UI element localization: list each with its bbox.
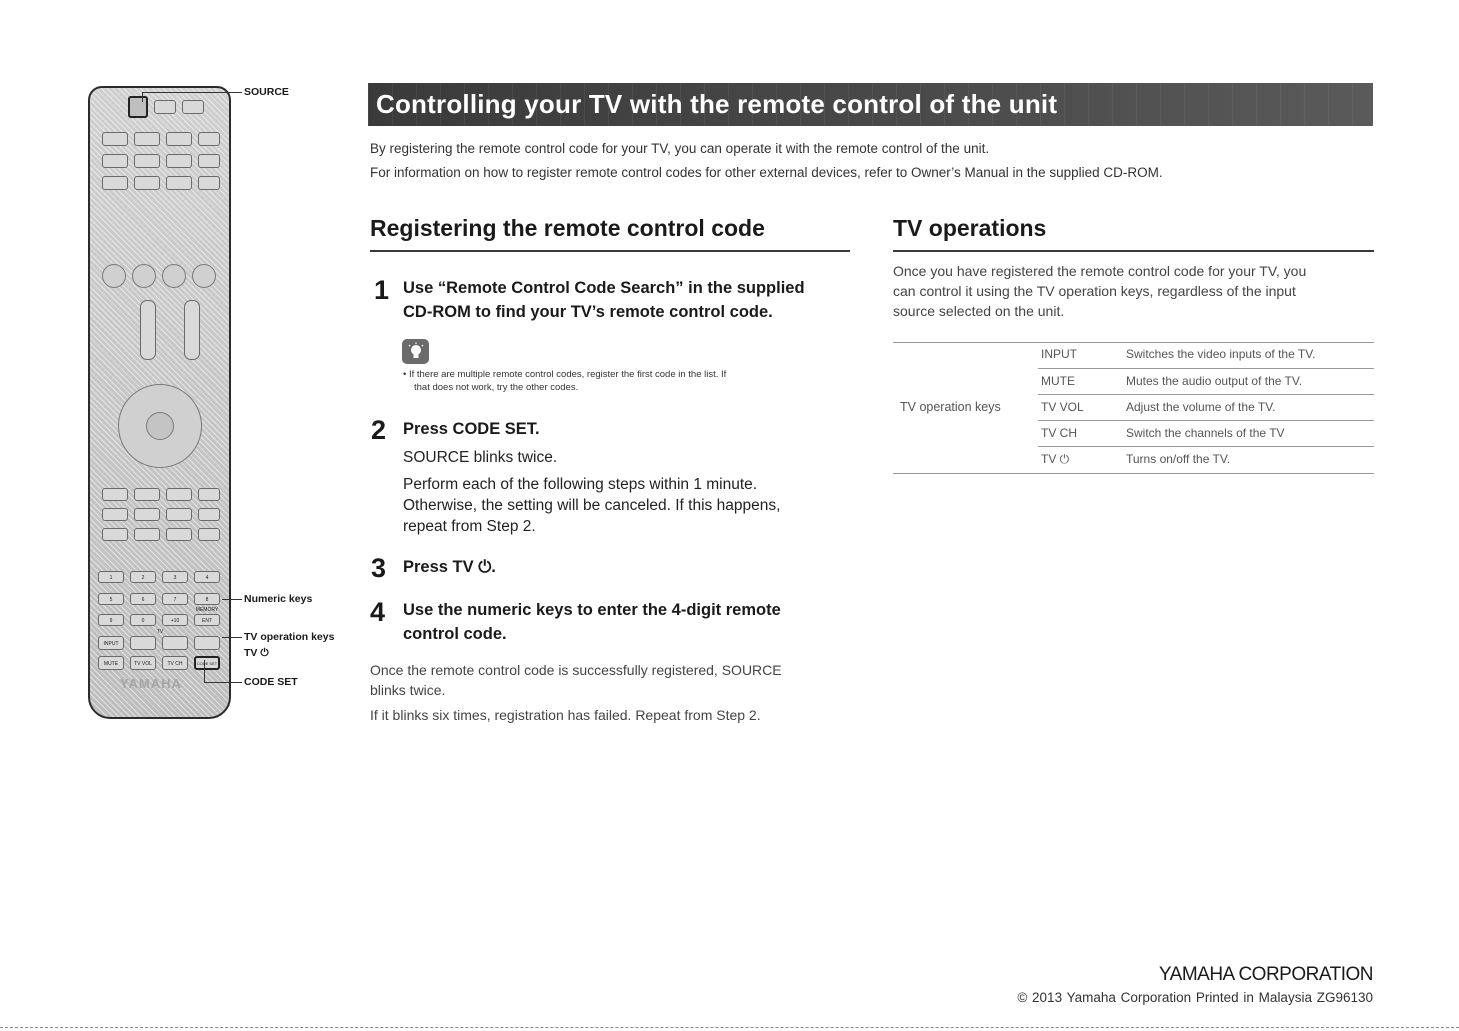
memory-label: MEMORY bbox=[195, 607, 219, 613]
remote-key bbox=[182, 100, 204, 114]
remote-key bbox=[134, 154, 160, 168]
key-label: CODE SET bbox=[196, 661, 218, 666]
step-3-title: Press TV ⏻. bbox=[403, 558, 496, 576]
note-line-1: • If there are multiple remote control codes, register the first code in the list. If bbox=[403, 369, 727, 380]
registering-heading-rule bbox=[370, 250, 850, 252]
remote-number-key bbox=[130, 614, 156, 626]
remote-source-key bbox=[128, 96, 148, 118]
remote-tv-vol-up-key bbox=[130, 636, 156, 650]
result-line-1: Once the remote control code is successfully registered, SOURCE bbox=[370, 662, 782, 678]
remote-scene-key bbox=[192, 264, 216, 288]
step-4-title-line-1: Use the numeric keys to enter the 4-digit remote bbox=[403, 601, 781, 619]
key-label: 2 bbox=[141, 575, 145, 581]
remote-number-key bbox=[194, 571, 220, 583]
remote-key bbox=[198, 176, 220, 190]
title-banner bbox=[368, 83, 1373, 126]
key-label: 9 bbox=[109, 618, 113, 624]
table-cell-key: MUTE bbox=[1041, 374, 1075, 388]
table-bottom-rule bbox=[893, 473, 1374, 474]
remote-key bbox=[102, 528, 128, 541]
tv-label: TV bbox=[156, 629, 164, 635]
remote-code-set-key bbox=[194, 656, 220, 670]
remote-number-key bbox=[98, 571, 124, 583]
key-label: 7 bbox=[173, 597, 177, 603]
remote-key bbox=[134, 508, 160, 521]
key-label: 1 bbox=[109, 575, 113, 581]
remote-scene-key bbox=[102, 264, 126, 288]
remote-input-key bbox=[98, 636, 124, 650]
table-cell-desc: Switches the video inputs of the TV. bbox=[1126, 347, 1316, 361]
key-label: 3 bbox=[173, 575, 177, 581]
table-row bbox=[1038, 368, 1374, 394]
remote-number-key bbox=[130, 593, 156, 605]
table-row bbox=[1038, 342, 1374, 368]
result-line-3: If it blinks six times, registration has failed. Repeat from Step 2. bbox=[370, 707, 761, 723]
remote-key bbox=[134, 132, 160, 146]
remote-key bbox=[134, 528, 160, 541]
remote-number-key bbox=[162, 571, 188, 583]
table-row bbox=[1038, 420, 1374, 446]
remote-brand-logo: YAMAHA bbox=[120, 676, 182, 691]
remote-key bbox=[166, 488, 192, 501]
note-line-2: that does not work, try the other codes. bbox=[414, 382, 579, 393]
table-cell-desc: Turns on/off the TV. bbox=[1126, 452, 1231, 466]
step-1-number: 1 bbox=[374, 275, 390, 305]
registering-heading: Registering the remote control code bbox=[370, 215, 765, 241]
table-row bbox=[1038, 394, 1374, 420]
key-label: 6 bbox=[141, 597, 145, 603]
callout-tv-power: TV ⏻ bbox=[244, 647, 269, 659]
remote-mute-key bbox=[98, 656, 124, 670]
table-cell-key: INPUT bbox=[1041, 347, 1077, 361]
callout-tv-operation-keys: TV operation keys bbox=[244, 631, 335, 643]
remote-key bbox=[166, 508, 192, 521]
step-2-body-line-1: SOURCE blinks twice. bbox=[403, 449, 558, 466]
key-label: INPUT bbox=[103, 641, 119, 647]
tv-ops-intro-line-3: source selected on the unit. bbox=[893, 303, 1065, 319]
callout-source: SOURCE bbox=[244, 86, 289, 98]
step-1-title-line-1: Use “Remote Control Code Search” in the supplied bbox=[403, 279, 805, 297]
callout-line-tv-operation-keys bbox=[222, 637, 242, 638]
lightbulb-icon bbox=[406, 342, 426, 362]
remote-key bbox=[198, 528, 220, 541]
step-2-body-line-4: repeat from Step 2. bbox=[403, 518, 536, 535]
remote-rocker-key bbox=[184, 300, 200, 360]
callout-line-code-set bbox=[204, 682, 242, 683]
remote-key bbox=[102, 488, 128, 501]
step-4-number: 4 bbox=[370, 597, 386, 627]
remote-key bbox=[198, 508, 220, 521]
remote-scene-key bbox=[162, 264, 186, 288]
remote-tv-vol-key bbox=[130, 656, 156, 670]
key-label: TV VOL bbox=[134, 661, 152, 667]
remote-key bbox=[134, 176, 160, 190]
remote-number-key bbox=[98, 593, 124, 605]
callout-line-source bbox=[142, 92, 143, 102]
step-2-body-line-2: Perform each of the following steps within 1 minute. bbox=[403, 476, 758, 493]
key-label: MUTE bbox=[103, 661, 119, 667]
remote-key bbox=[198, 132, 220, 146]
callout-line-numeric-keys bbox=[222, 599, 242, 600]
key-label: +10 bbox=[170, 618, 180, 624]
remote-scene-key bbox=[132, 264, 156, 288]
key-label: 8 bbox=[205, 597, 209, 603]
remote-control-illustration bbox=[88, 86, 231, 719]
remote-number-key bbox=[162, 593, 188, 605]
step-2-number: 2 bbox=[371, 415, 387, 445]
remote-key bbox=[154, 100, 176, 114]
table-group-label: TV operation keys bbox=[900, 400, 1001, 414]
remote-key bbox=[102, 508, 128, 521]
key-label: TV CH bbox=[167, 661, 183, 667]
table-cell-key: TV VOL bbox=[1041, 400, 1084, 414]
key-label: ENT bbox=[202, 618, 212, 624]
step-2-body-line-3: Otherwise, the setting will be canceled. If this happens, bbox=[403, 497, 781, 514]
remote-tv-ch-up-key bbox=[162, 636, 188, 650]
table-cell-desc: Adjust the volume of the TV. bbox=[1126, 400, 1276, 414]
remote-key bbox=[166, 132, 192, 146]
key-label: 5 bbox=[109, 597, 113, 603]
callout-numeric-keys: Numeric keys bbox=[244, 593, 313, 605]
remote-number-key bbox=[194, 593, 220, 605]
tv-ops-intro-line-2: can control it using the TV operation keys, regardless of the input bbox=[893, 283, 1296, 299]
step-1-title-line-2: CD-ROM to find your TV’s remote control code. bbox=[403, 303, 773, 321]
footer-company: YAMAHA CORPORATION bbox=[1158, 964, 1373, 985]
table-row bbox=[1038, 446, 1374, 472]
callout-line-code-set bbox=[204, 660, 205, 682]
remote-key bbox=[102, 154, 128, 168]
intro-line-1: By registering the remote control code for your TV, you can operate it with the remote control of the unit. bbox=[370, 141, 990, 156]
tv-ops-intro-line-1: Once you have registered the remote control code for your TV, you bbox=[893, 263, 1307, 279]
remote-tv-power-key bbox=[194, 636, 220, 650]
page-bottom-edge bbox=[0, 1027, 1459, 1028]
tv-operations-heading: TV operations bbox=[893, 215, 1047, 241]
key-label: 0 bbox=[141, 618, 145, 624]
remote-number-key bbox=[194, 614, 220, 626]
remote-number-key bbox=[98, 614, 124, 626]
callout-line-source bbox=[142, 92, 242, 93]
remote-key bbox=[166, 528, 192, 541]
table-cell-key: TV ⏻ bbox=[1041, 452, 1070, 466]
table-cell-desc: Switch the channels of the TV bbox=[1126, 426, 1285, 440]
remote-key bbox=[102, 176, 128, 190]
page-title: Controlling your TV with the remote control of the unit bbox=[376, 89, 1058, 119]
remote-enter-key bbox=[146, 412, 174, 440]
tv-operations-heading-rule bbox=[893, 250, 1374, 252]
remote-tv-ch-key bbox=[162, 656, 188, 670]
remote-key bbox=[134, 488, 160, 501]
remote-rocker-key bbox=[140, 300, 156, 360]
step-4-title-line-2: control code. bbox=[403, 625, 507, 643]
step-2-title: Press CODE SET. bbox=[403, 420, 540, 438]
remote-number-key bbox=[162, 614, 188, 626]
remote-key bbox=[166, 176, 192, 190]
table-cell-desc: Mutes the audio output of the TV. bbox=[1126, 374, 1303, 388]
intro-line-2: For information on how to register remote control codes for other external devices, refer to Owner’s Manual in the supplied CD-ROM. bbox=[370, 165, 1163, 180]
remote-key bbox=[102, 132, 128, 146]
step-3-number: 3 bbox=[371, 553, 387, 583]
key-label: 4 bbox=[205, 575, 209, 581]
remote-key bbox=[198, 488, 220, 501]
footer-info: © 2013 Yamaha Corporation Printed in Malaysia ZG96130 bbox=[1017, 990, 1373, 1005]
result-line-2: blinks twice. bbox=[370, 682, 446, 698]
remote-key bbox=[198, 154, 220, 168]
remote-key bbox=[166, 154, 192, 168]
callout-code-set: CODE SET bbox=[244, 676, 298, 688]
remote-number-key bbox=[130, 571, 156, 583]
hint-lightbulb-icon bbox=[402, 339, 429, 364]
table-cell-key: TV CH bbox=[1041, 426, 1077, 440]
